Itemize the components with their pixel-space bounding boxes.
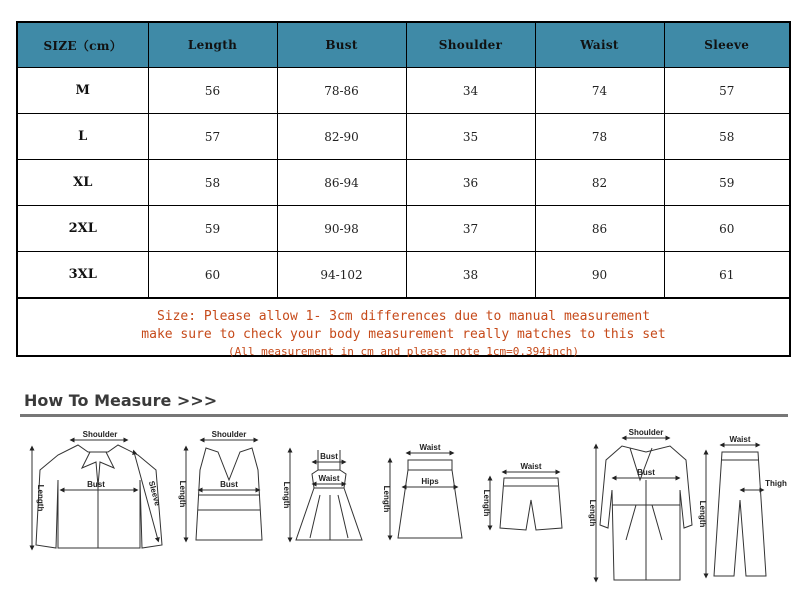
skirt-figure [390,453,462,538]
title-divider [20,414,788,417]
tank-outline [196,448,262,540]
blouse-bust-label: Bust [87,480,105,489]
size-cell: 2XL [18,206,148,252]
waist-cell: 74 [535,68,664,114]
sleeve-cell: 57 [664,68,789,114]
shorts-figure [490,472,562,530]
table-row [18,252,789,298]
table-row [18,160,789,206]
coat-figure [596,438,692,580]
skirt-length-label: Length [382,485,391,513]
blouse-shoulder-label: Shoulder [82,430,118,439]
waist-cell: 78 [535,114,664,160]
waist-cell: 86 [535,206,664,252]
table-row [18,114,789,160]
size-grid [18,23,789,298]
shorts-waist-label: Waist [520,462,542,471]
sleeve-cell: 61 [664,252,789,298]
blouse-figure [32,440,162,548]
dress-figure [290,450,362,540]
sleeve-cell: 59 [664,160,789,206]
bust-cell: 86-94 [277,160,406,206]
pants-waist-label: Waist [729,435,751,444]
header-sleeve: Sleeve [664,23,789,68]
garment-measure-diagrams [0,418,808,608]
note-line-2: make sure to check your body measurement really matches to this set [141,327,666,342]
skirt-hips-label: Hips [421,477,439,486]
header-length: Length [148,23,277,68]
tank-top-figure [186,440,262,540]
sleeve-cell: 58 [664,114,789,160]
pants-figure [706,445,766,576]
dress-length-label: Length [282,481,291,509]
tank-shoulder-label: Shoulder [211,430,247,439]
waist-cell: 90 [535,252,664,298]
note-line-3: (All measurement in cm and please note 1cm=0.394inch) [228,345,579,358]
header-row [18,23,789,68]
length-cell: 59 [148,206,277,252]
blouse-length-label: Length [36,484,45,512]
note-line-1: Size: Please allow 1- 3cm differences due to manual measurement [156,309,651,324]
length-cell: 60 [148,252,277,298]
shorts-length-label: Length [482,489,491,517]
table-row [18,68,789,114]
header-bust: Bust [277,23,406,68]
dress-outline [296,450,362,540]
length-cell: 57 [148,114,277,160]
pants-outline [714,452,766,576]
pants-length-label: Length [698,500,707,528]
dress-bust-label: Bust [320,452,338,461]
shoulder-cell: 38 [406,252,535,298]
dress-folds [310,495,348,540]
size-cell: XL [18,160,148,206]
table-row [18,206,789,252]
header-size: SIZE（cm） [18,23,148,68]
bust-cell: 82-90 [277,114,406,160]
shoulder-cell: 37 [406,206,535,252]
size-cell: L [18,114,148,160]
tank-band [198,495,260,510]
bust-cell: 94-102 [277,252,406,298]
coat-shoulder-label: Shoulder [628,428,664,437]
pants-thigh-label: Thigh [765,479,787,488]
blouse-sleeve-label: Sleeve [146,479,163,507]
measurement-note [18,298,789,368]
shoulder-cell: 36 [406,160,535,206]
shorts-outline [500,478,562,530]
shoulder-cell: 34 [406,68,535,114]
bust-cell: 78-86 [277,68,406,114]
skirt-waist-label: Waist [419,443,441,452]
coat-length-label: Length [588,499,597,527]
bust-cell: 90-98 [277,206,406,252]
waist-cell: 82 [535,160,664,206]
size-cell: M [18,68,148,114]
tank-length-label: Length [178,480,187,508]
tank-bust-label: Bust [220,480,238,489]
how-to-measure-title: How To Measure >>> [24,391,218,410]
coat-bust-label: Bust [637,468,655,477]
size-cell: 3XL [18,252,148,298]
skirt-outline [398,460,462,538]
length-cell: 58 [148,160,277,206]
header-waist: Waist [535,23,664,68]
shoulder-cell: 35 [406,114,535,160]
sleeve-cell: 60 [664,206,789,252]
blouse-outline [36,445,162,548]
dress-waist-label: Waist [318,474,340,483]
size-chart-table [16,21,791,357]
header-shoulder: Shoulder [406,23,535,68]
length-cell: 56 [148,68,277,114]
